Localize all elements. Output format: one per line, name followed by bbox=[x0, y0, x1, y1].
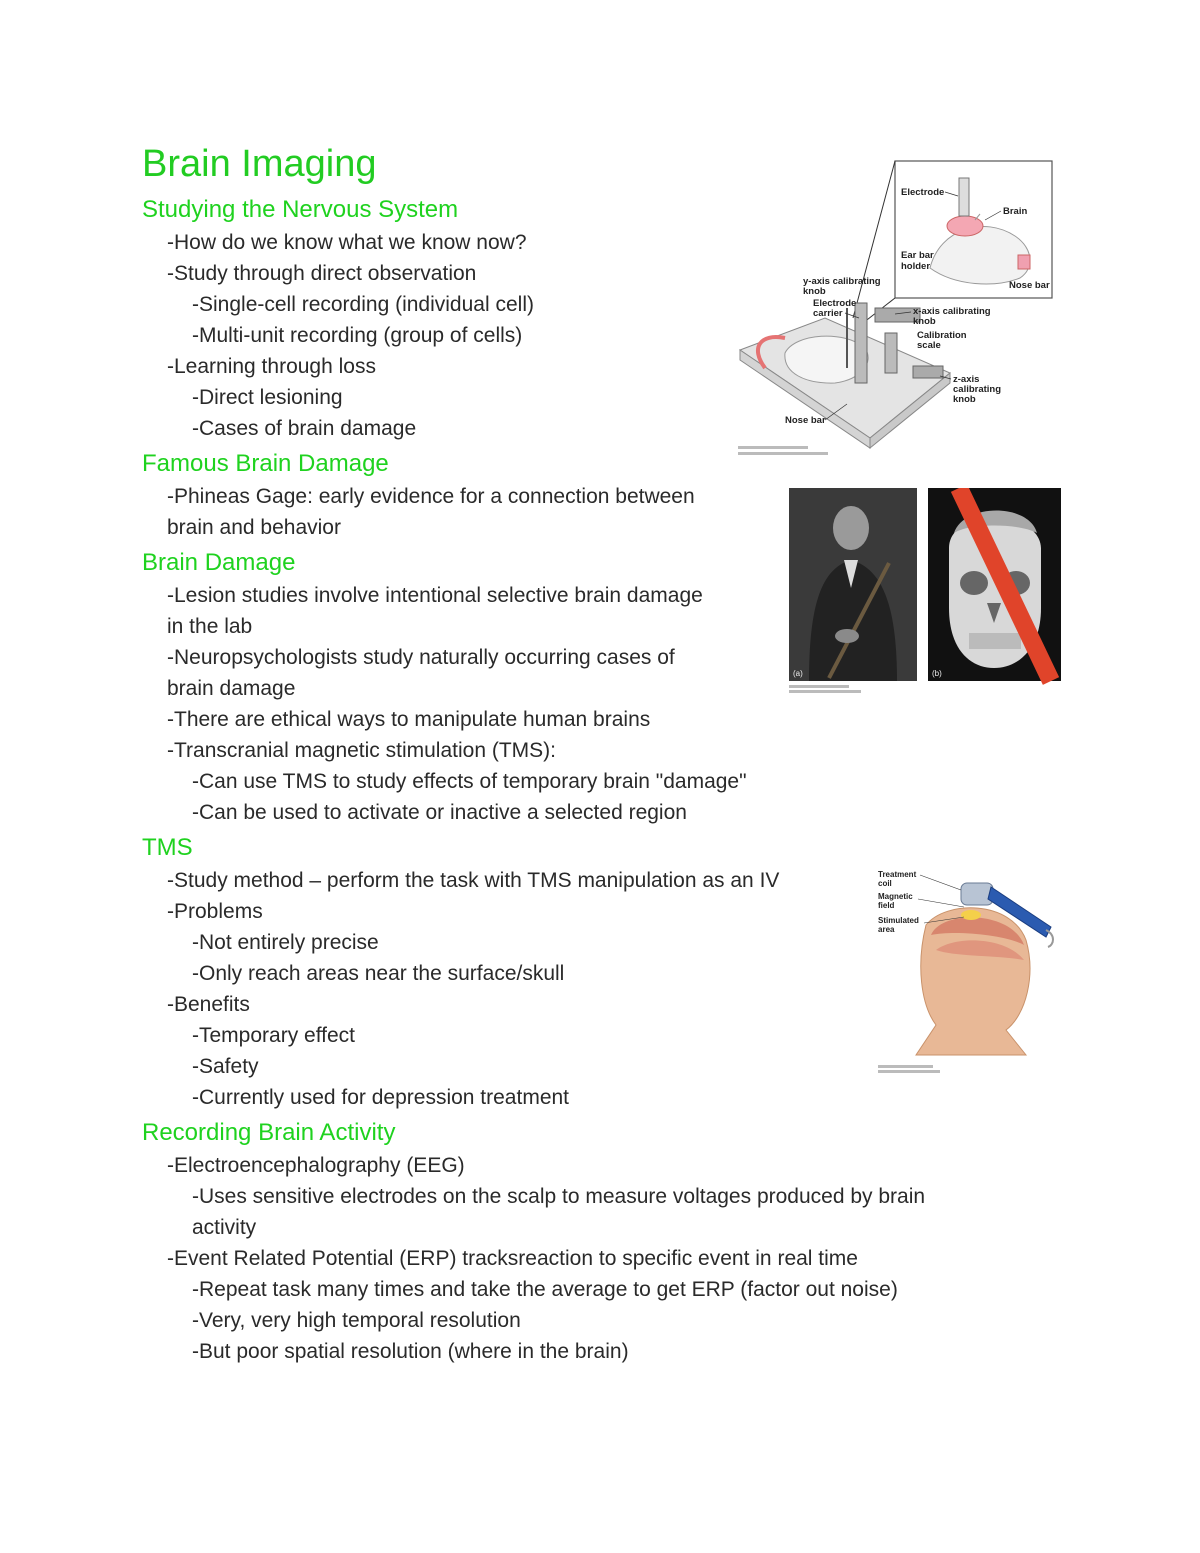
text-line: -But poor spatial resolution (where in the brain) bbox=[192, 1340, 629, 1363]
label-holder: holder bbox=[901, 261, 931, 272]
panel-a-label: (a) bbox=[793, 669, 803, 678]
section-heading-brain-damage: Brain Damage bbox=[142, 549, 296, 576]
text-line: -Transcranial magnetic stimulation (TMS): bbox=[167, 739, 556, 762]
label-field: field bbox=[878, 901, 895, 910]
stereotaxic-apparatus-figure bbox=[735, 158, 1060, 463]
label-treatment: Treatment bbox=[878, 870, 917, 879]
text-line: -Very, very high temporal resolution bbox=[192, 1309, 521, 1332]
label-z-knob: knob bbox=[953, 394, 976, 405]
text-line: -How do we know what we know now? bbox=[167, 231, 527, 254]
label-scale: scale bbox=[917, 340, 941, 351]
text-line: -Only reach areas near the surface/skull bbox=[192, 962, 565, 985]
section-heading-recording: Recording Brain Activity bbox=[142, 1119, 396, 1146]
text-line: -Direct lesioning bbox=[192, 386, 343, 409]
label-ear-bar: Ear bar bbox=[901, 250, 934, 261]
text-line: -Learning through loss bbox=[167, 355, 376, 378]
label-coil: coil bbox=[878, 879, 892, 888]
label-nose-bar-inset: Nose bar bbox=[1009, 280, 1050, 291]
portrait-face bbox=[833, 506, 869, 550]
brain-icon bbox=[947, 216, 983, 236]
text-line: -Not entirely precise bbox=[192, 931, 379, 954]
label-area: area bbox=[878, 925, 895, 934]
text-line: -Repeat task many times and take the average to get ERP (factor out noise) bbox=[192, 1278, 898, 1301]
text-line: -Multi-unit recording (group of cells) bbox=[192, 324, 523, 347]
text-line: -Temporary effect bbox=[192, 1024, 356, 1047]
text-line: -Electroencephalography (EEG) bbox=[167, 1154, 465, 1177]
label-electrode-carrier: Electrode bbox=[813, 298, 857, 309]
label-nose-bar: Nose bar bbox=[785, 415, 826, 426]
text-line: -Safety bbox=[192, 1055, 259, 1078]
label-x-axis: x-axis calibrating bbox=[913, 306, 991, 317]
text-line: -Phineas Gage: early evidence for a connection between bbox=[167, 485, 695, 508]
label-brain: Brain bbox=[1003, 206, 1028, 217]
label-x-knob: knob bbox=[913, 316, 936, 327]
label-y-knob: knob bbox=[803, 286, 826, 297]
section-heading-tms: TMS bbox=[142, 834, 193, 861]
text-line: -Cases of brain damage bbox=[192, 417, 417, 440]
label-stimulated: Stimulated bbox=[878, 916, 919, 925]
text-line: -Study through direct observation bbox=[167, 262, 477, 285]
page-title: Brain Imaging bbox=[142, 143, 377, 185]
text-line: -There are ethical ways to manipulate human brains bbox=[167, 708, 651, 731]
label-y-axis: y-axis calibrating bbox=[803, 276, 881, 287]
text-line: -Lesion studies involve intentional selective brain damage bbox=[167, 584, 703, 607]
text-line: -Neuropsychologists study naturally occurring cases of bbox=[167, 646, 675, 669]
text-line: -Can be used to activate or inactive a selected region bbox=[192, 801, 687, 824]
text-line: brain and behavior bbox=[167, 516, 341, 539]
label-z-axis: z-axis bbox=[953, 374, 980, 385]
text-line: -Uses sensitive electrodes on the scalp to measure voltages produced by brain bbox=[192, 1185, 926, 1208]
label-carrier: carrier bbox=[813, 308, 843, 319]
tms-figure bbox=[876, 865, 1061, 1080]
section-heading-famous: Famous Brain Damage bbox=[142, 450, 389, 477]
text-line: brain damage bbox=[167, 677, 296, 700]
text-line: in the lab bbox=[167, 615, 253, 638]
text-line: -Event Related Potential (ERP) tracksreaction to specific event in real time bbox=[167, 1247, 858, 1270]
phineas-gage-figure bbox=[789, 488, 1061, 703]
section-heading-studying: Studying the Nervous System bbox=[142, 196, 459, 223]
text-line: activity bbox=[192, 1216, 257, 1239]
text-line: -Single-cell recording (individual cell) bbox=[192, 293, 534, 316]
text-line: -Can use TMS to study effects of temporary brain "damage" bbox=[192, 770, 747, 793]
panel-b-label: (b) bbox=[932, 669, 942, 678]
label-electrode: Electrode bbox=[901, 187, 945, 198]
label-z-calibrating: calibrating bbox=[953, 384, 1002, 395]
label-calibration: Calibration bbox=[917, 330, 967, 341]
text-line: -Problems bbox=[167, 900, 263, 923]
text-line: -Benefits bbox=[167, 993, 250, 1016]
text-line: -Currently used for depression treatment bbox=[192, 1086, 570, 1109]
text-line: -Study method – perform the task with TMS manipulation as an IV bbox=[167, 869, 780, 892]
label-magnetic: Magnetic bbox=[878, 892, 913, 901]
